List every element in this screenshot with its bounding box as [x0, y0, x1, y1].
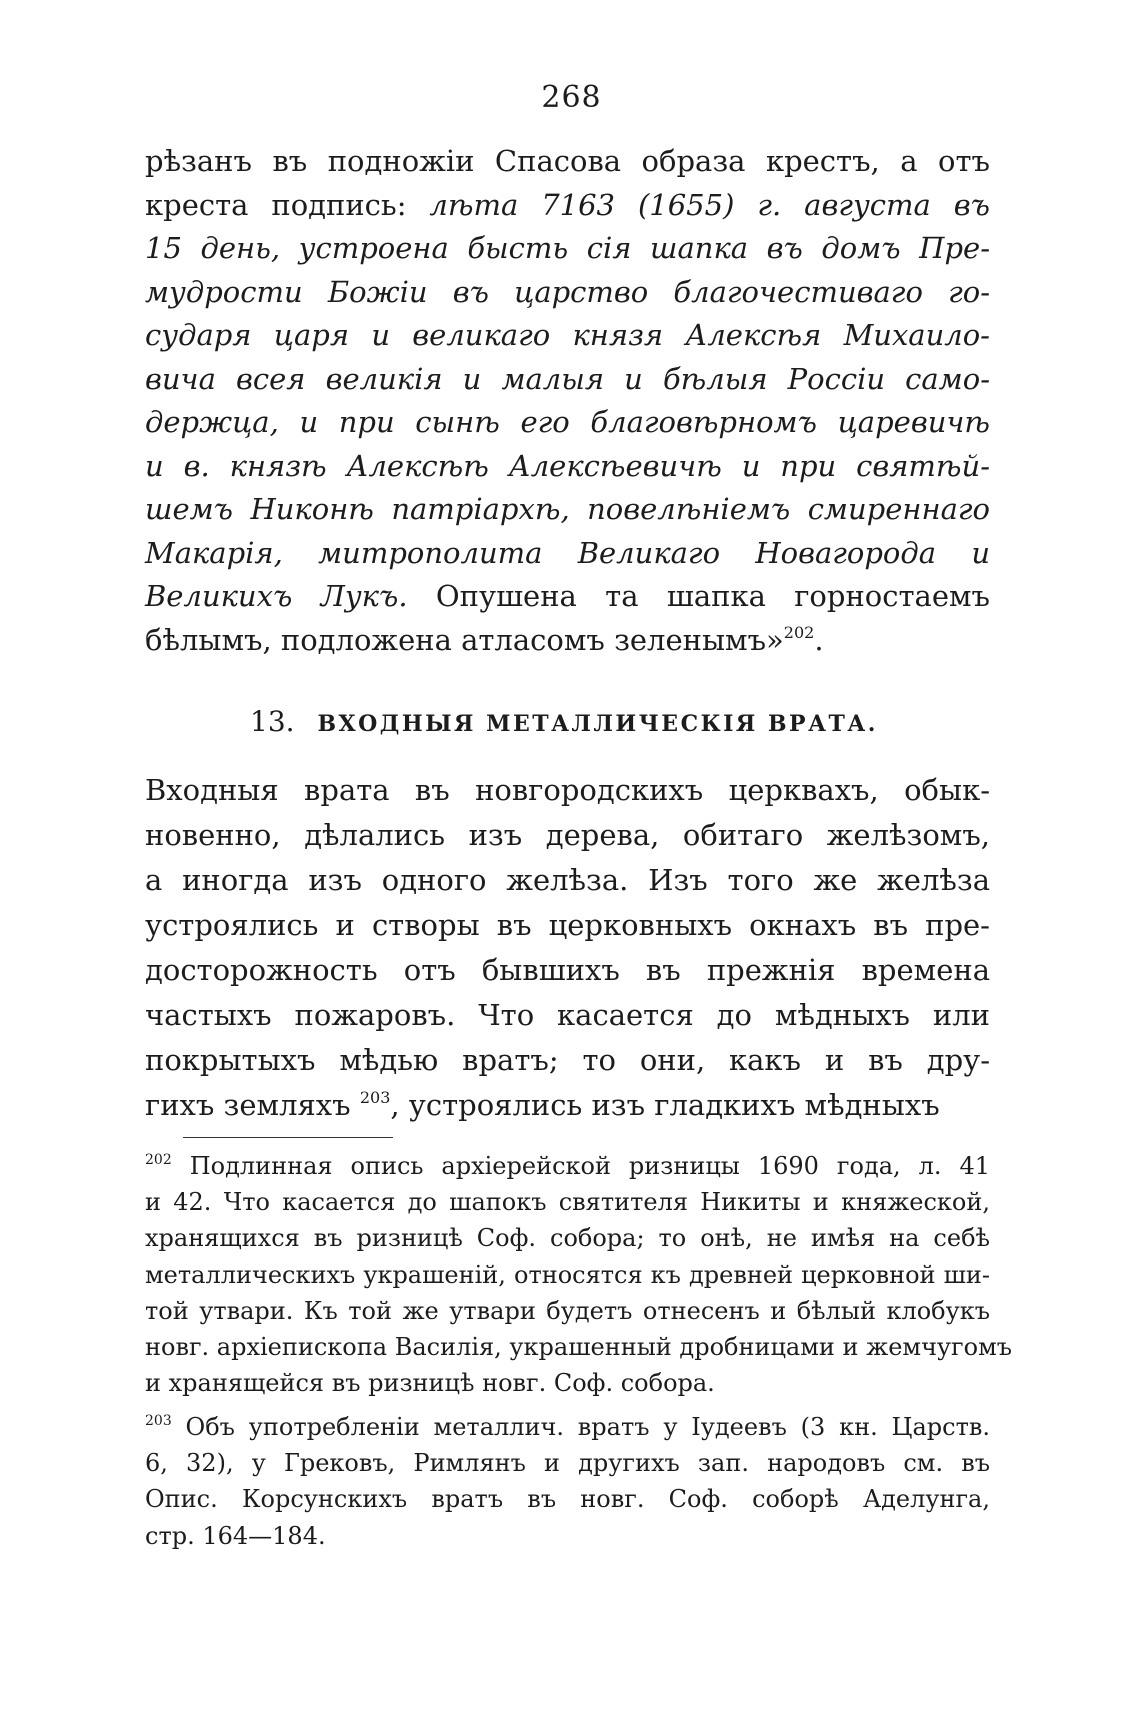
text-run: Объ употребленіи металлич. вратъ у Іудеевъ (3 кн. Царств.: [171, 1413, 990, 1441]
text-run: Макарія, митрополита Великаго Новагорода и: [145, 535, 990, 570]
section-number: 13.: [250, 705, 295, 738]
text-line: [145, 314, 990, 358]
text-line: [145, 1148, 990, 1184]
text-line: [145, 1184, 990, 1220]
footnote-203: [145, 1409, 990, 1554]
text-line: [145, 948, 990, 993]
text-run: бѣлымъ, подложена атласомъ зеленымъ»: [145, 622, 784, 657]
text-line: [145, 532, 990, 576]
text-run: .: [814, 622, 824, 657]
text-line: [145, 1445, 990, 1481]
text-run: и 42. Что касается до шапокъ святителя Никиты и княжеской,: [145, 1188, 990, 1217]
text-run: новенно, дѣлались изъ дерева, обитаго желѣзомъ,: [145, 818, 990, 852]
text-line: [145, 1293, 990, 1329]
text-line: [145, 619, 990, 663]
text-line: [145, 993, 990, 1038]
text-run: мудрости Божіи въ царство благочестиваго го-: [145, 274, 990, 309]
text-run: хранящихся въ ризницѣ Соф. собора; то онѣ, не имѣя на себѣ: [145, 1224, 990, 1253]
text-run: досторожность отъ бывшихъ въ прежнія времена: [145, 953, 990, 987]
footnote-ref: 202: [145, 1152, 172, 1168]
text-run: держца, и при сынѣ его благовѣрномъ царевичѣ: [145, 405, 990, 439]
page-number: 268: [541, 80, 602, 115]
text-line: [145, 271, 990, 315]
text-run: той утвари. Къ той же утвари будетъ отнесенъ и бѣлый клобукъ: [145, 1296, 990, 1325]
footnote-ref: 203: [145, 1413, 172, 1429]
text-line: [145, 858, 990, 903]
section-title: ВХОДНЫЯ МЕТАЛЛИЧЕСКІЯ ВРАТА.: [317, 711, 878, 737]
footnote-202: [145, 1148, 1013, 1401]
text-line: [145, 1083, 990, 1128]
text-run: сударя царя и великаго князя Алексѣя Михаило-: [145, 318, 990, 352]
text-line: [145, 1481, 990, 1517]
text-line: [145, 184, 990, 228]
text-run: частыхъ пожаровъ. Что касается до мѣдныхъ или: [145, 998, 990, 1032]
text-run: Входныя врата въ новгородскихъ церквахъ, обык-: [145, 773, 990, 807]
text-line: [145, 903, 990, 948]
text-run: гихъ земляхъ: [145, 1088, 360, 1122]
text-line: [145, 1220, 990, 1256]
text-line: [145, 358, 990, 402]
text-line: [145, 445, 990, 489]
footnote-ref: 202: [783, 622, 815, 642]
footnote-divider: [183, 1137, 393, 1138]
text-run: устроялись и створы въ церковныхъ окнахъ въ пре-: [145, 908, 990, 942]
text-run: стр. 164—184.: [145, 1521, 326, 1550]
paragraph-inscription: [145, 140, 990, 662]
text-run: 6, 32), у Грековъ, Римлянъ и другихъ зап. народовъ см. въ: [145, 1449, 990, 1478]
text-run: Опис. Корсунскихъ вратъ въ новг. Соф. соборѣ Аделунга,: [145, 1485, 990, 1514]
text-line: [145, 227, 990, 271]
text-run: креста подпись:: [145, 187, 430, 222]
text-run: и в. князѣ Алексѣѣ Алексѣевичѣ и при святѣй-: [145, 448, 990, 483]
text-line: [145, 768, 990, 813]
text-run: покрытыхъ мѣдью вратъ; то они, какъ и въ дру-: [145, 1043, 990, 1077]
text-line: [145, 1518, 990, 1554]
text-line: [145, 401, 990, 445]
text-line: [145, 1365, 990, 1401]
text-run: , устроялись изъ гладкихъ мѣдныхъ: [390, 1088, 940, 1122]
text-line: [145, 1257, 990, 1293]
text-line: [145, 575, 990, 619]
text-line: [145, 813, 990, 858]
paragraph-entrance-gates: [145, 768, 990, 1128]
text-run: и хранящейся въ ризницѣ новг. Соф. собора.: [145, 1369, 715, 1398]
text-run: вича всея великія и малыя и бѣлыя Россіи само-: [145, 361, 990, 396]
text-run: рѣзанъ въ подножіи Спасова образа крестъ, а отъ: [145, 144, 990, 178]
text-run: металлическихъ украшеній, относятся къ древней церковной ши-: [145, 1260, 990, 1289]
text-run: Великихъ Лукъ.: [145, 579, 408, 613]
text-run: Подлинная опись архіерейской ризницы 1690 года, л. 41: [171, 1152, 990, 1180]
text-line: [145, 1409, 990, 1445]
text-line: [145, 140, 990, 184]
section-heading: [250, 702, 878, 744]
text-run: шемъ Никонѣ патріархѣ, повелѣніемъ смиреннаго: [145, 492, 990, 526]
text-run: новг. архіепископа Василія, украшенный дробницами и жемчугомъ: [145, 1332, 1013, 1361]
footnote-ref: 203: [359, 1088, 391, 1107]
text-run: лѣта 7163 (1655) г. августа въ: [429, 187, 990, 222]
text-line: [145, 1329, 1013, 1365]
text-run: Опушена та шапка горностаемъ: [407, 579, 990, 613]
text-run: а иногда изъ одного желѣза. Изъ того же желѣза: [145, 863, 990, 897]
text-run: 15 день, устроена бысть сія шапка въ домъ Пре-: [145, 231, 990, 265]
text-line: [145, 1038, 990, 1083]
text-line: [145, 488, 990, 532]
